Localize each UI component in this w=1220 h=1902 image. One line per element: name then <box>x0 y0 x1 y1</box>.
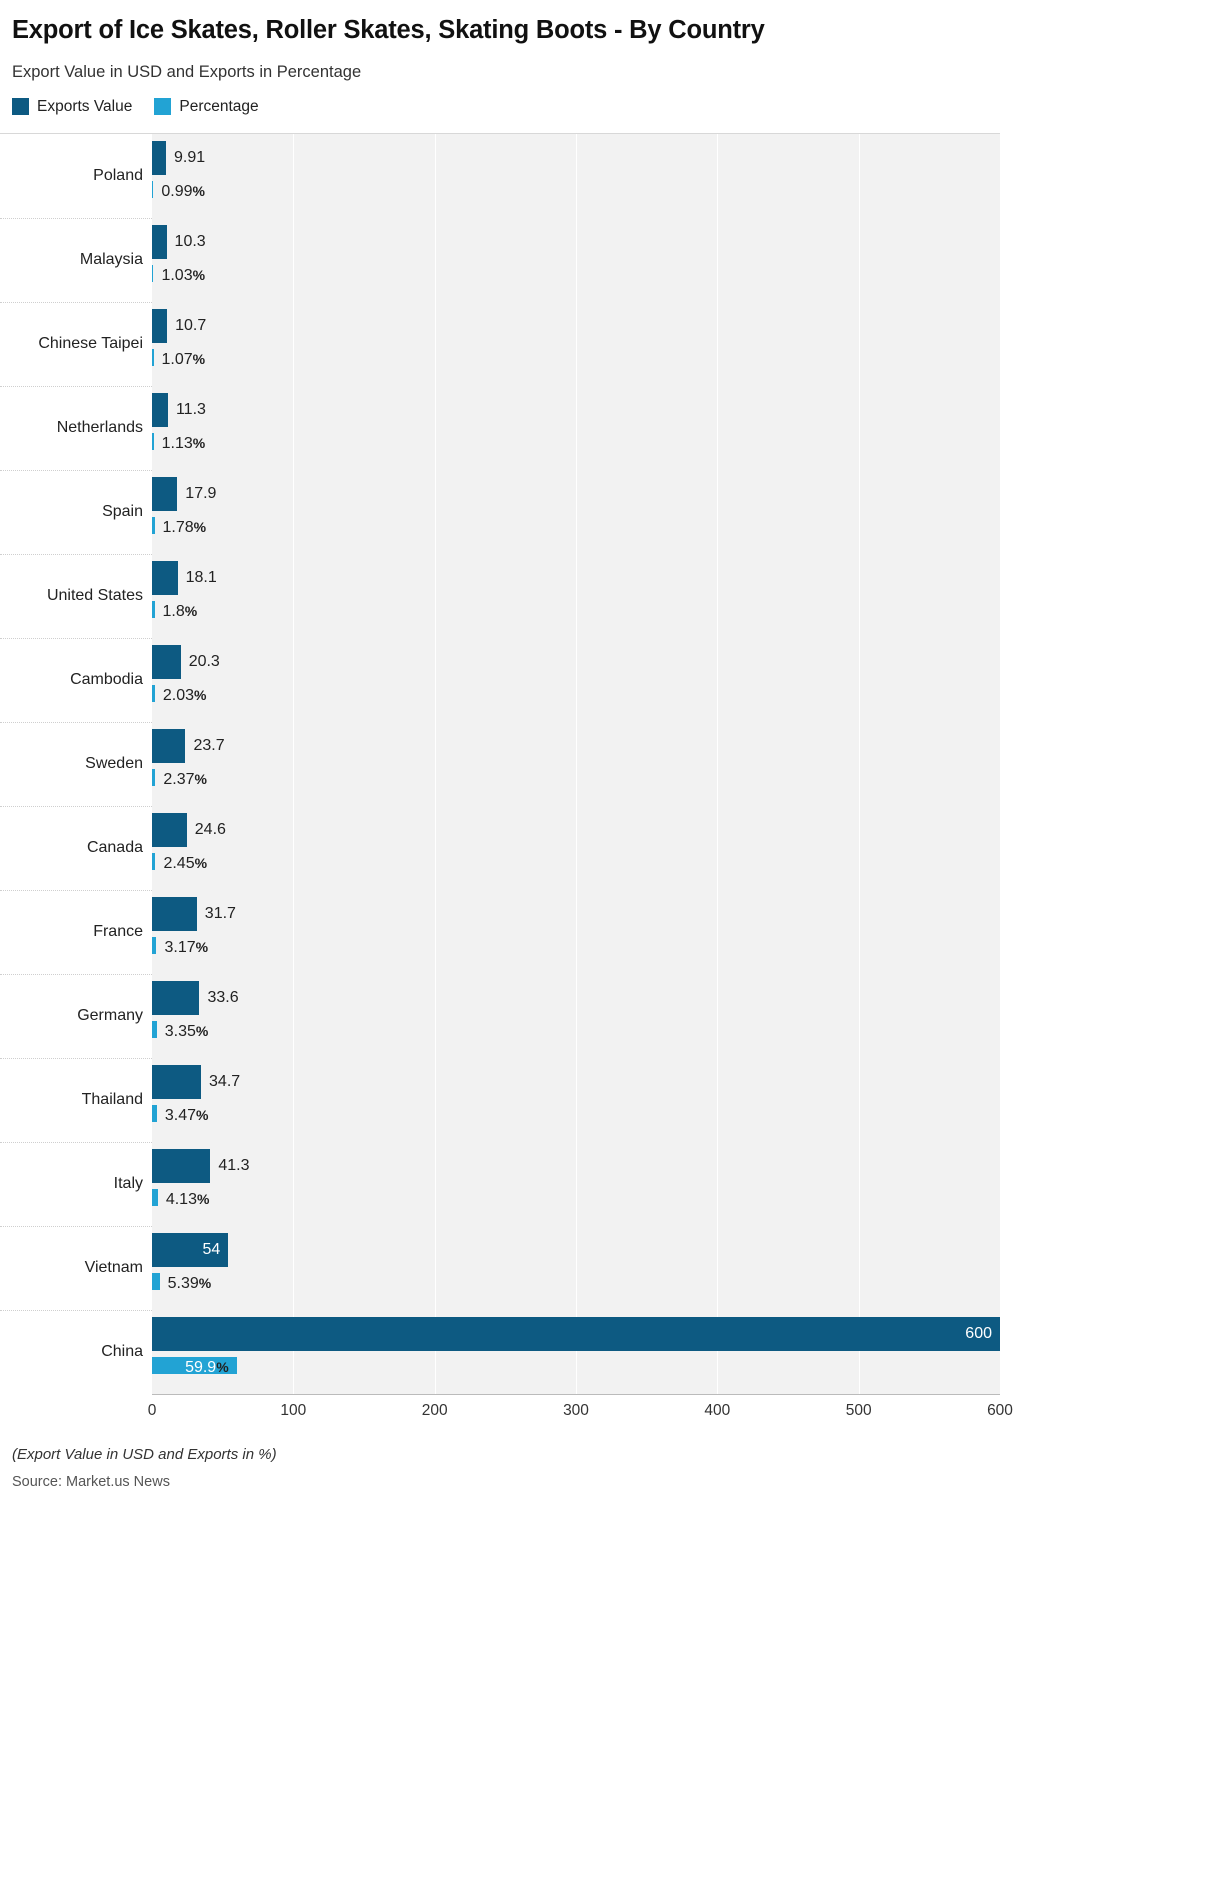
gridline <box>859 554 860 638</box>
percent-sign: % <box>193 518 207 535</box>
bar-value-label: 41.3 <box>218 1156 250 1174</box>
plot-area <box>0 133 1013 1428</box>
bars-cell <box>152 806 1000 890</box>
bar-percentage-value: 1.8 <box>162 602 185 620</box>
gridline <box>576 302 577 386</box>
category-label: Cambodia <box>70 670 143 688</box>
gridline <box>435 1142 436 1226</box>
chart-row <box>0 1226 1000 1310</box>
axis-line <box>152 1394 1000 1395</box>
bar-percentage-value: 4.13 <box>165 1190 197 1208</box>
bar-value-label: 10.3 <box>174 232 206 250</box>
axis-tick-label: 200 <box>421 1401 448 1419</box>
gridline <box>717 386 718 470</box>
gridline <box>576 806 577 890</box>
gridline <box>1000 806 1001 890</box>
chart-row <box>0 302 1000 386</box>
bar-percentage-value: 3.35 <box>164 1022 196 1040</box>
gridline <box>576 722 577 806</box>
gridline <box>859 1226 860 1310</box>
bar-percentage-label <box>185 1360 229 1376</box>
gridline <box>435 806 436 890</box>
percent-sign: % <box>184 602 198 619</box>
bars-cell <box>152 1226 1000 1310</box>
gridline <box>293 722 294 806</box>
bar-value-label: 17.9 <box>185 484 217 502</box>
gridline <box>435 302 436 386</box>
chart-subtitle: Export Value in USD and Exports in Percentage <box>12 62 362 81</box>
gridlines <box>152 386 1000 470</box>
bar-exports-value[interactable] <box>152 981 199 1015</box>
legend-swatch-icon <box>154 98 171 115</box>
bars-cell <box>152 386 1000 470</box>
gridline <box>435 1226 436 1310</box>
axis-track <box>147 1394 1013 1428</box>
gridline <box>1000 1226 1001 1310</box>
gridlines <box>152 974 1000 1058</box>
chart-row <box>0 806 1000 890</box>
category-label: United States <box>46 586 143 604</box>
legend-item[interactable] <box>12 98 132 116</box>
axis-tick-label: 300 <box>563 1401 589 1419</box>
gridline <box>435 554 436 638</box>
page-title: Export of Ice Skates, Roller Skates, Skating Boots - By Country <box>12 16 765 44</box>
bar-percentage-label <box>165 1108 209 1124</box>
bars-cell <box>152 1310 1000 1394</box>
bar-exports-value[interactable] <box>152 1317 1000 1351</box>
gridline <box>717 722 718 806</box>
gridline <box>435 470 436 554</box>
bar-percentage-label <box>163 688 207 704</box>
gridline <box>717 806 718 890</box>
gridlines <box>152 554 1000 638</box>
bar-percentage[interactable] <box>152 349 154 366</box>
bar-value-label: 10.7 <box>175 316 207 334</box>
bar-percentage[interactable] <box>152 433 154 450</box>
gridline <box>435 134 436 218</box>
bar-percentage[interactable] <box>152 937 156 954</box>
category-label: France <box>93 922 143 940</box>
percent-sign: % <box>192 434 206 451</box>
bar-exports-value[interactable] <box>152 561 178 595</box>
gridline <box>1000 638 1001 722</box>
category-label: Chinese Taipei <box>38 334 143 352</box>
bars-cell <box>152 1142 1000 1226</box>
axis-spacer <box>0 1394 152 1428</box>
bar-percentage-value: 2.45 <box>163 854 195 872</box>
gridline <box>1000 722 1001 806</box>
gridline <box>717 554 718 638</box>
gridlines <box>152 302 1000 386</box>
chart-row <box>0 1058 1000 1142</box>
gridline <box>576 218 577 302</box>
gridline <box>717 1058 718 1142</box>
gridline <box>717 302 718 386</box>
percent-sign: % <box>192 350 206 367</box>
category-label: Spain <box>102 502 143 520</box>
gridline <box>859 890 860 974</box>
bar-percentage-label <box>168 1276 212 1292</box>
percent-sign: % <box>194 854 208 871</box>
category-label: Canada <box>86 838 143 856</box>
bar-value-label: 23.7 <box>193 736 225 754</box>
bar-value-label: 54 <box>202 1240 221 1258</box>
percent-sign: % <box>196 1106 209 1123</box>
gridline <box>1000 974 1001 1058</box>
gridlines <box>152 806 1000 890</box>
gridline <box>1000 1058 1001 1142</box>
bar-exports-value[interactable] <box>152 309 167 343</box>
gridline <box>1000 302 1001 386</box>
bar-percentage-label <box>162 352 206 368</box>
gridline <box>859 470 860 554</box>
percent-sign: % <box>194 770 207 787</box>
bar-exports-value[interactable] <box>152 897 197 931</box>
chart-row <box>0 134 1000 218</box>
percent-sign: % <box>216 1358 229 1375</box>
bar-percentage[interactable] <box>152 1021 157 1038</box>
bar-percentage[interactable] <box>152 1273 160 1290</box>
gridline <box>1000 1310 1001 1394</box>
gridlines <box>152 638 1000 722</box>
gridlines <box>152 218 1000 302</box>
gridline <box>859 722 860 806</box>
bar-value-label: 20.3 <box>188 652 220 670</box>
gridline <box>717 974 718 1058</box>
bar-value-label: 31.7 <box>204 904 236 922</box>
gridline <box>1000 554 1001 638</box>
axis-tick-label: 0 <box>147 1401 157 1419</box>
bar-value-label: 9.91 <box>174 148 206 166</box>
bars-cell <box>152 302 1000 386</box>
bar-value-label: 34.7 <box>209 1072 241 1090</box>
category-label: Vietnam <box>84 1258 143 1276</box>
gridline <box>576 890 577 974</box>
bars-cell <box>152 1058 1000 1142</box>
gridline <box>1000 890 1001 974</box>
chart-row <box>0 1310 1000 1394</box>
gridline <box>435 722 436 806</box>
bars-cell <box>152 974 1000 1058</box>
gridline <box>717 1226 718 1310</box>
gridline <box>576 134 577 218</box>
category-label: Netherlands <box>56 418 143 436</box>
bar-percentage-label <box>163 772 207 788</box>
gridline <box>435 218 436 302</box>
bar-percentage-value: 59.9 <box>185 1358 217 1376</box>
gridline <box>293 1142 294 1226</box>
gridline <box>293 470 294 554</box>
bar-exports-value[interactable] <box>152 645 181 679</box>
bar-percentage-label <box>163 856 207 872</box>
gridline <box>859 806 860 890</box>
category-label: Thailand <box>81 1090 143 1108</box>
category-label: Italy <box>113 1174 143 1192</box>
chart-row <box>0 386 1000 470</box>
chart-source: Source: Market.us News <box>12 1473 170 1490</box>
bar-percentage-label <box>161 184 205 200</box>
bar-exports-value[interactable] <box>152 393 168 427</box>
bar-percentage-value: 1.13 <box>161 434 193 452</box>
percent-sign: % <box>192 182 205 199</box>
gridline <box>859 302 860 386</box>
gridline <box>717 470 718 554</box>
bar-exports-value[interactable] <box>152 225 167 259</box>
chart-row <box>0 1142 1000 1226</box>
chart-row <box>0 890 1000 974</box>
legend-item[interactable] <box>154 98 258 116</box>
bar-percentage-value: 2.03 <box>162 686 194 704</box>
gridline <box>1000 218 1001 302</box>
bar-value-label: 24.6 <box>194 820 226 838</box>
gridline <box>293 638 294 722</box>
bars-cell <box>152 638 1000 722</box>
chart-row <box>0 638 1000 722</box>
gridline <box>293 806 294 890</box>
chart-row <box>0 722 1000 806</box>
gridline <box>435 638 436 722</box>
gridline <box>859 1142 860 1226</box>
bar-percentage-value: 5.39 <box>167 1274 199 1292</box>
gridline <box>576 386 577 470</box>
gridline <box>293 1058 294 1142</box>
gridline <box>859 134 860 218</box>
bar-percentage[interactable] <box>152 685 155 702</box>
category-label: China <box>101 1342 143 1360</box>
gridline <box>293 302 294 386</box>
bars-cell <box>152 722 1000 806</box>
percent-sign: % <box>192 266 206 283</box>
bar-percentage-value: 3.47 <box>164 1106 197 1124</box>
bars-cell <box>152 134 1000 218</box>
gridline <box>576 554 577 638</box>
gridline <box>859 218 860 302</box>
percent-sign: % <box>195 1022 209 1039</box>
axis-tick-label: 100 <box>280 1401 307 1419</box>
percent-sign: % <box>196 1190 210 1207</box>
gridline <box>859 974 860 1058</box>
bar-percentage-label <box>164 940 208 956</box>
gridlines <box>152 890 1000 974</box>
bar-percentage-value: 0.99 <box>161 182 193 200</box>
bar-percentage[interactable] <box>152 769 155 786</box>
gridline <box>435 386 436 470</box>
bars-cell <box>152 470 1000 554</box>
bar-percentage-value: 1.07 <box>161 350 193 368</box>
gridline <box>293 134 294 218</box>
gridline <box>293 1226 294 1310</box>
gridlines <box>152 1058 1000 1142</box>
bar-percentage[interactable] <box>152 853 155 870</box>
bar-value-label: 11.3 <box>175 400 206 418</box>
gridline <box>717 1142 718 1226</box>
gridline <box>435 890 436 974</box>
gridline <box>293 974 294 1058</box>
bar-exports-value[interactable] <box>152 477 177 511</box>
gridlines <box>152 134 1000 218</box>
gridline <box>576 1058 577 1142</box>
bar-percentage[interactable] <box>152 601 155 618</box>
bar-percentage-value: 1.03 <box>161 266 193 284</box>
bar-percentage-value: 3.17 <box>164 938 196 956</box>
gridline <box>859 386 860 470</box>
axis-tick-label: 400 <box>704 1401 731 1419</box>
bar-percentage-label <box>165 1024 209 1040</box>
chart-row <box>0 554 1000 638</box>
legend-label: Percentage <box>179 97 259 115</box>
gridline <box>576 974 577 1058</box>
bar-percentage-label <box>166 1192 210 1208</box>
bar-percentage[interactable] <box>152 1105 157 1122</box>
chart-row <box>0 470 1000 554</box>
gridline <box>435 1058 436 1142</box>
gridline <box>717 134 718 218</box>
gridline <box>1000 134 1001 218</box>
legend-label: Exports Value <box>37 97 133 115</box>
gridline <box>717 218 718 302</box>
bar-value-label: 18.1 <box>185 568 217 586</box>
gridline <box>435 974 436 1058</box>
gridline <box>1000 386 1001 470</box>
percent-sign: % <box>195 938 209 955</box>
bar-percentage-value: 2.37 <box>163 770 195 788</box>
bar-percentage[interactable] <box>152 181 153 198</box>
bar-exports-value[interactable] <box>152 813 187 847</box>
gridline <box>576 1226 577 1310</box>
bar-percentage-label <box>163 604 198 620</box>
gridline <box>293 386 294 470</box>
axis-tick-label: 600 <box>987 1401 1013 1419</box>
chart-row <box>0 218 1000 302</box>
bar-rows <box>0 133 1000 1394</box>
gridline <box>717 890 718 974</box>
category-label: Poland <box>93 166 143 184</box>
gridline <box>293 218 294 302</box>
percent-sign: % <box>194 686 207 703</box>
gridline <box>576 638 577 722</box>
gridline <box>859 638 860 722</box>
bar-percentage-value: 1.78 <box>162 518 194 536</box>
gridlines <box>152 470 1000 554</box>
gridline <box>576 1142 577 1226</box>
category-label: Sweden <box>85 754 143 772</box>
gridline <box>293 890 294 974</box>
bar-exports-value[interactable] <box>152 1149 210 1183</box>
gridline <box>859 1058 860 1142</box>
chart-row <box>0 974 1000 1058</box>
gridlines <box>152 722 1000 806</box>
bars-cell <box>152 218 1000 302</box>
gridline <box>717 638 718 722</box>
bar-percentage[interactable] <box>152 265 153 282</box>
bars-cell <box>152 890 1000 974</box>
bar-percentage-label <box>161 268 205 284</box>
bar-exports-value[interactable] <box>152 141 166 175</box>
legend-swatch-icon <box>12 98 29 115</box>
axis-tick-label: 500 <box>845 1401 872 1419</box>
chart-footnote: (Export Value in USD and Exports in %) <box>12 1445 277 1463</box>
gridline <box>1000 1142 1001 1226</box>
gridlines <box>152 1142 1000 1226</box>
bar-percentage-label <box>162 436 206 452</box>
bar-percentage-label <box>163 520 207 536</box>
bar-percentage[interactable] <box>152 1189 158 1206</box>
gridline <box>1000 470 1001 554</box>
bar-value-label: 600 <box>965 1324 992 1342</box>
bar-exports-value[interactable] <box>152 729 185 763</box>
category-label: Germany <box>77 1006 143 1024</box>
x-axis <box>0 1394 1013 1428</box>
gridline <box>576 470 577 554</box>
percent-sign: % <box>198 1274 212 1291</box>
bars-cell <box>152 554 1000 638</box>
category-label: Malaysia <box>79 250 143 268</box>
gridlines <box>152 1226 1000 1310</box>
bar-percentage[interactable] <box>152 517 155 534</box>
gridline <box>293 554 294 638</box>
bar-exports-value[interactable] <box>152 1065 201 1099</box>
bar-value-label: 33.6 <box>207 988 239 1006</box>
chart-legend <box>12 98 1000 116</box>
